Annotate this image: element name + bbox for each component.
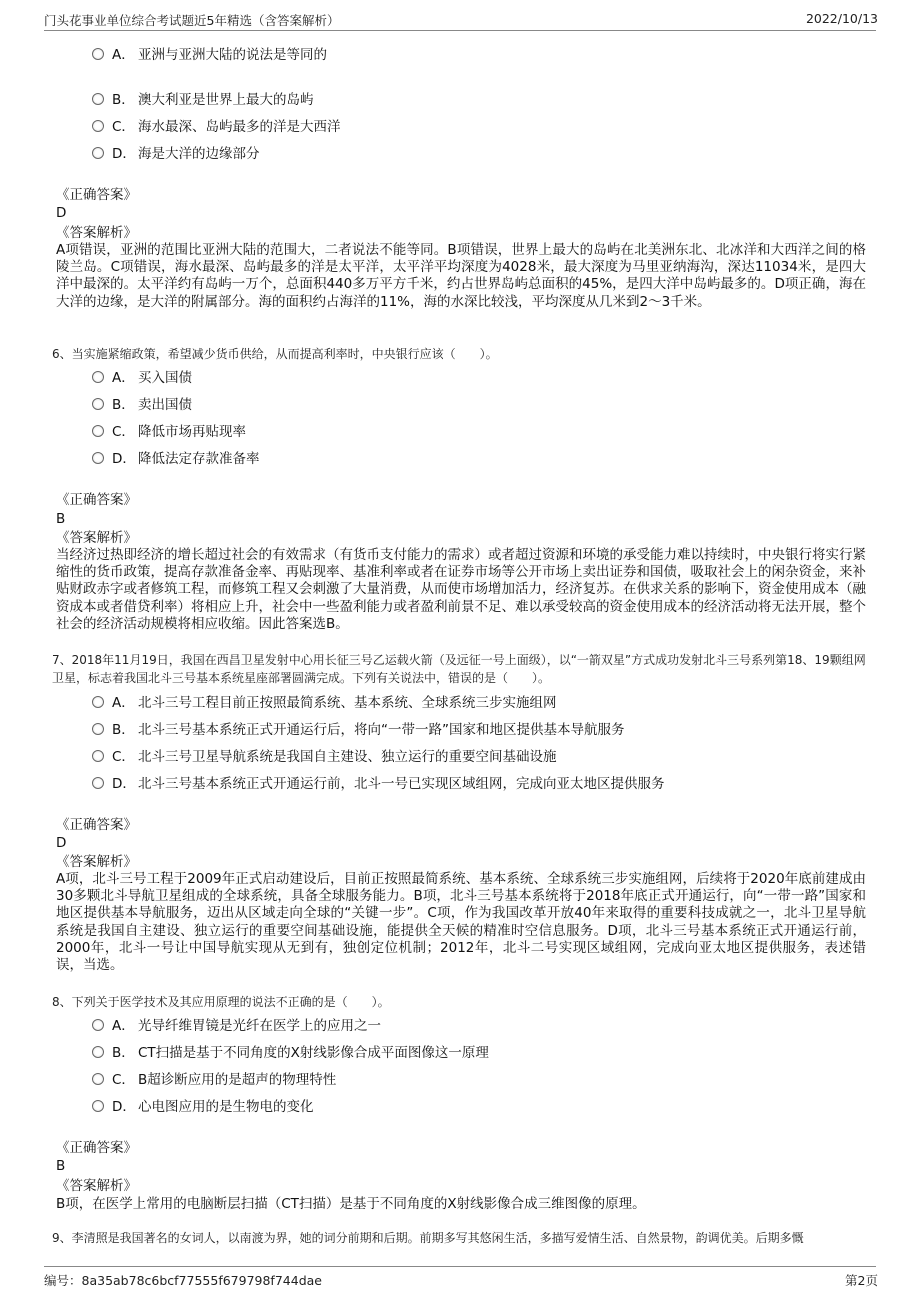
- option-q7-b[interactable]: B． 北斗三号基本系统正式开通运行后，将向“一带一路”国家和地区提供基本导航服务: [92, 720, 625, 740]
- radio-icon[interactable]: [92, 777, 104, 789]
- answer-label: 《正确答案》: [56, 492, 137, 508]
- footer-code: 编号：8a35ab78c6bcf77555f679798f744dae: [44, 1273, 322, 1288]
- answer-label: 《正确答案》: [56, 187, 137, 203]
- option-q5-c[interactable]: C． 海水最深、岛屿最多的洋是大西洋: [92, 117, 341, 137]
- analysis-label: 《答案解析》: [56, 225, 137, 241]
- option-q5-d[interactable]: D． 海是大洋的边缘部分: [92, 144, 260, 164]
- answer-value: B: [56, 511, 66, 527]
- analysis-label: 《答案解析》: [56, 1178, 137, 1194]
- analysis-label: 《答案解析》: [56, 530, 137, 546]
- radio-icon[interactable]: [92, 750, 104, 762]
- radio-icon[interactable]: [92, 452, 104, 464]
- analysis-text: A项错误，亚洲的范围比亚洲大陆的范围大，二者说法不能等同。B项错误，世界上最大的岛屿在北美洲东北、北冰洋和大西洋之间的格陵兰岛。C项错误，海水最深、岛屿最多的洋是太平洋，太平洋平均深度为4028米，最大深度为马里亚纳海沟，深达11034米，是四大洋中最深的。太平洋约有岛屿一万个，总面积440多万平方千米，约占世界岛屿总面积的45%，是四大洋中岛屿最多的。D项正确，海在大洋的边缘，是大洋的附属部分。海的面积约占海洋的11%，海的水深比较浅，平均深度从几米到2～3千米。: [56, 242, 866, 310]
- radio-icon[interactable]: [92, 723, 104, 735]
- header-rule: [44, 30, 876, 31]
- option-q6-b[interactable]: B． 卖出国债: [92, 395, 192, 415]
- header-date: 2022/10/13: [805, 11, 878, 26]
- question-stem: 6、当实施紧缩政策，希望减少货币供给，从而提高利率时，中央银行应该（ ）。: [52, 347, 498, 361]
- question-stem: 9、李清照是我国著名的女词人，以南渡为界，她的词分前期和后期。前期多写其悠闲生活，多描写爱情生活、自然景物，韵调优美。后期多慨: [52, 1231, 804, 1245]
- radio-icon[interactable]: [92, 1073, 104, 1085]
- option-q8-d[interactable]: D． 心电图应用的是生物电的变化: [92, 1097, 314, 1117]
- option-q6-c[interactable]: C． 降低市场再贴现率: [92, 422, 246, 442]
- radio-icon[interactable]: [92, 147, 104, 159]
- radio-icon[interactable]: [92, 1046, 104, 1058]
- option-q5-b[interactable]: B． 澳大利亚是世界上最大的岛屿: [92, 90, 314, 110]
- radio-icon[interactable]: [92, 696, 104, 708]
- option-q6-d[interactable]: D． 降低法定存款准备率: [92, 449, 260, 469]
- option-q5-a[interactable]: A． 亚洲与亚洲大陆的说法是等同的: [92, 45, 327, 65]
- radio-icon[interactable]: [92, 398, 104, 410]
- radio-icon[interactable]: [92, 1019, 104, 1031]
- option-q6-a[interactable]: A． 买入国债: [92, 368, 192, 388]
- question-stem: 8、下列关于医学技术及其应用原理的说法不正确的是（ ）。: [52, 995, 390, 1009]
- radio-icon[interactable]: [92, 120, 104, 132]
- analysis-text: A项，北斗三号工程于2009年正式启动建设后，目前正按照最简系统、基本系统、全球系统三步实施组网，后续将于2020年底前建成由30多颗北斗导航卫星组成的全球系统，具备全球服务能力。B项，北斗三号基本系统将于2018年底正式开通运行，向“一带一路”国家和地区提供基本导航服务，迈出从区域走向全球的“关键一步”。C项，作为我国改革开放40年来取得的重要科技成就之一，北斗卫星导航系统是我国自主建设、独立运行的重要空间基础设施，能提供全天候的精准时空信息服务。D项，北斗三号基本系统正式开通运行前，2000年，北斗一号让中国导航实现从无到有，独创定位机制；2012年，北斗二号实现区域组网，完成向亚太地区提供服务，表述错误，当选。: [56, 871, 866, 974]
- analysis-text: B项，在医学上常用的电脑断层扫描（CT扫描）是基于不同角度的X射线影像合成三维图像的原理。: [56, 1196, 646, 1212]
- answer-value: B: [56, 1158, 66, 1174]
- answer-value: D: [56, 205, 67, 221]
- analysis-text: 当经济过热即经济的增长超过社会的有效需求（有货币支付能力的需求）或者超过资源和环境的承受能力难以持续时，中央银行将实行紧缩性的货币政策，提高存款准备金率、再贴现率、基准利率或者在证券市场等公开市场上卖出证券和国债，吸取社会上的闲杂资金，来补贴财政赤字或者修筑工程，而修筑工程又会刺激了大量消费，从而使市场增加活力，经济复苏。在供求关系的影响下，资金使用成本（融资成本或者借贷利率）将相应上升，社会中一些盈利能力或者盈利前景不足、难以承受较高的资金使用成本的经济活动将无法开展，整个社会的经济活动规模将相应收缩。因此答案选B。: [56, 547, 866, 632]
- option-q7-d[interactable]: D． 北斗三号基本系统正式开通运行前，北斗一号已实现区域组网，完成向亚太地区提供服务: [92, 774, 665, 794]
- page-number: 第2页: [845, 1273, 878, 1288]
- answer-label: 《正确答案》: [56, 817, 137, 833]
- question-stem: 7、2018年11月19日，我国在西昌卫星发射中心用长征三号乙运载火箭（及远征一号上面级），以“一箭双星”方式成功发射北斗三号系列第18、19颗组网卫星，标志着我国北斗三号基本系统星座部署圆满完成。下列有关说法中，错误的是（ ）。: [52, 653, 866, 686]
- radio-icon[interactable]: [92, 371, 104, 383]
- radio-icon[interactable]: [92, 48, 104, 60]
- radio-icon[interactable]: [92, 93, 104, 105]
- radio-icon[interactable]: [92, 425, 104, 437]
- option-q8-b[interactable]: B． CT扫描是基于不同角度的X射线影像合成平面图像这一原理: [92, 1043, 489, 1063]
- footer-rule: [44, 1266, 876, 1267]
- header-title: 门头花事业单位综合考试题近5年精选（含答案解析）: [44, 13, 340, 28]
- answer-value: D: [56, 835, 67, 851]
- option-q8-a[interactable]: A． 光导纤维胃镜是光纤在医学上的应用之一: [92, 1016, 381, 1036]
- analysis-label: 《答案解析》: [56, 854, 137, 870]
- option-q7-c[interactable]: C． 北斗三号卫星导航系统是我国自主建设、独立运行的重要空间基础设施: [92, 747, 557, 767]
- radio-icon[interactable]: [92, 1100, 104, 1112]
- answer-label: 《正确答案》: [56, 1140, 137, 1156]
- option-q7-a[interactable]: A． 北斗三号工程目前正按照最简系统、基本系统、全球系统三步实施组网: [92, 693, 557, 713]
- option-q8-c[interactable]: C． B超诊断应用的是超声的物理特性: [92, 1070, 336, 1090]
